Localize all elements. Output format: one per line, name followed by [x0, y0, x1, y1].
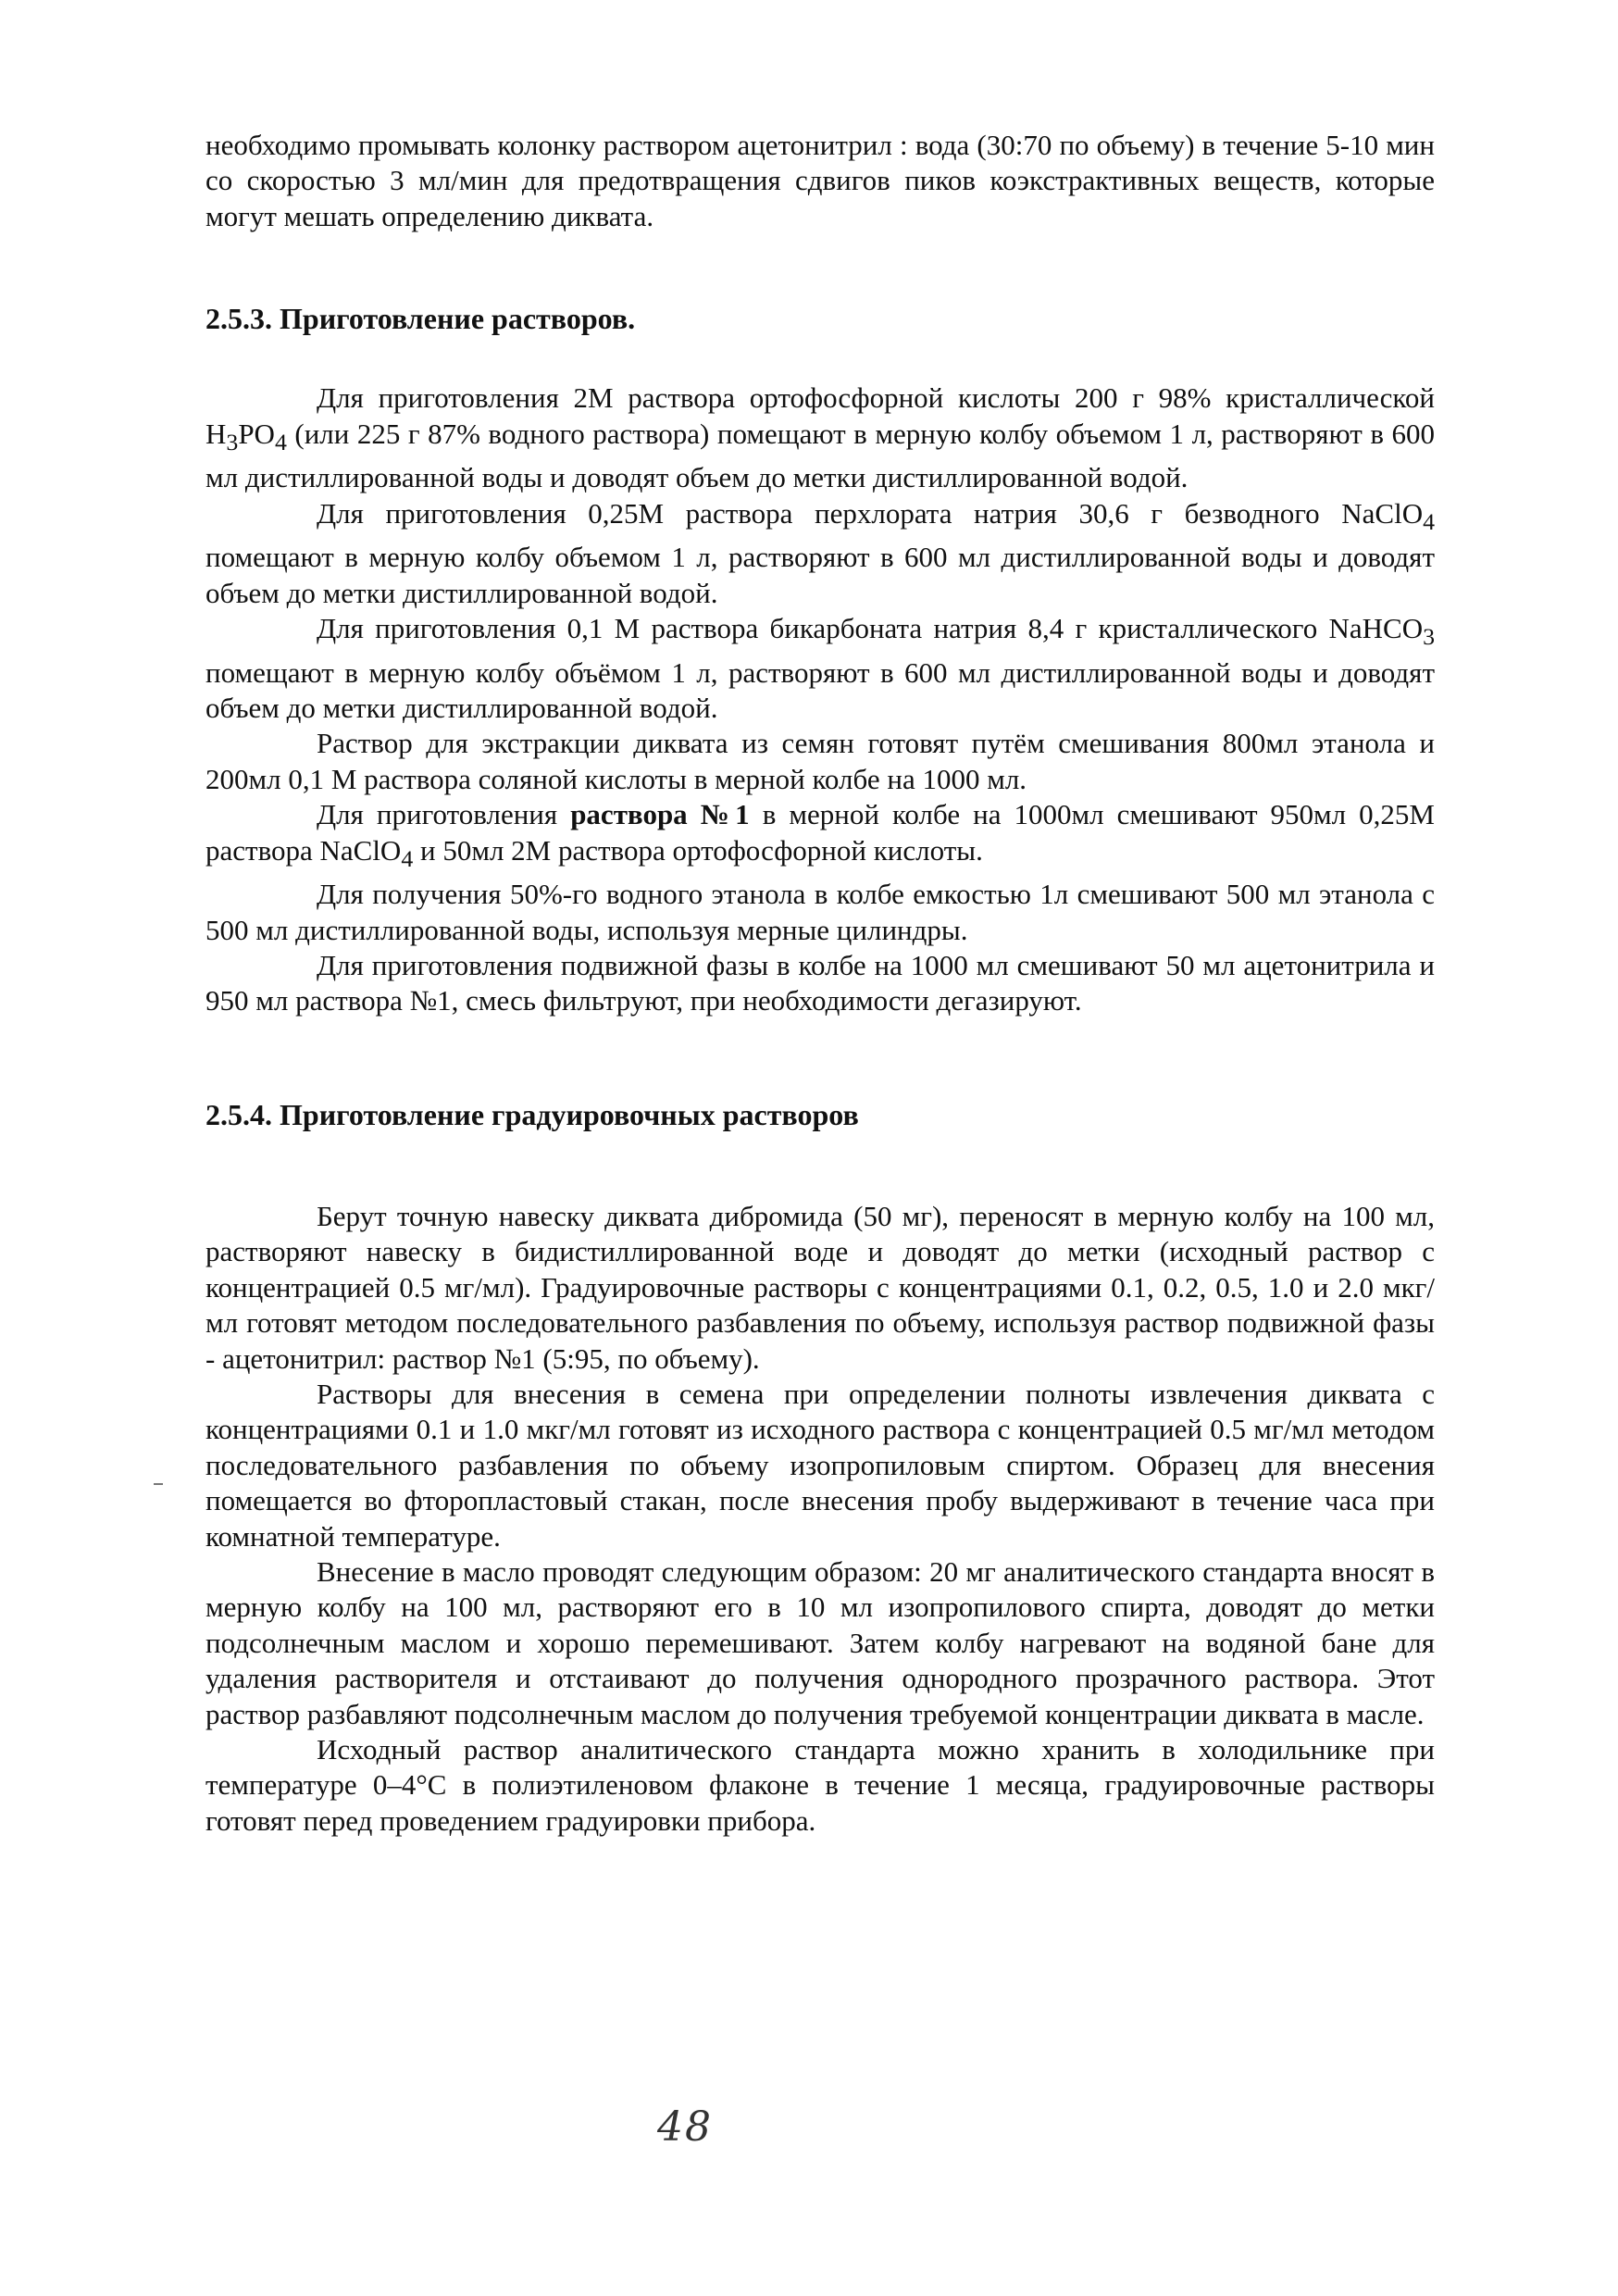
paragraph-stock-solution: Берут точную навеску диквата дибромида (50 мг), переносят в мерную колбу на 100 мл, растворяют навеску в бидистиллированной воде и доводят до метки (исходный раствор с концентрацией 0.5 мг/мл). Градуировочные растворы с концентрациями 0.1, 0.2, 0.5, 1.0 и 2.0 мкг/мл готовят методом последовательного разбавления по объему, используя раствор подвижной фазы - ацетонитрил: раствор №1 (5:95, по объему).	[205, 1199, 1435, 1375]
page-number: 48	[657, 2103, 713, 2151]
paragraph-aqueous-ethanol: Для получения 50%-го водного этанола в колбе емкостью 1л смешивают 500 мл этанола с 500 мл дистиллированной воды, используя мерные цилиндры.	[205, 878, 1435, 946]
paragraph-oil-spiking: Внесение в масло проводят следующим образом: 20 мг аналитического стандарта вносят в мерную колбу на 100 мл, растворяют его в 10 мл изопропилового спирта, доводят до метки подсолнечным маслом и хорошо перемешивают. Затем колбу нагревают на водяной бане для удаления растворителя и отстаивают до получения однородного прозрачного раствора. Этот раствор разбавляют подсолнечным маслом до получения требуемой концентрации диквата в масле.	[205, 1554, 1435, 1730]
scan-mark	[154, 1483, 163, 1485]
section-heading-2-5-4: 2.5.4. Приготовление градуировочных растворов	[205, 1097, 859, 1131]
paragraph-spiking-solutions: Растворы для внесения в семена при определении полноты извлечения диквата с концентрациями 0.1 и 1.0 мкг/мл готовят из исходного раствора с концентрацией 0.5 мг/мл методом последовательного разбавления по объему изопропиловым спиртом. Образец для внесения помещается во фторопластовый стакан, после внесения пробу выдерживают в течение часа при комнатной температуре.	[205, 1377, 1435, 1553]
intro-paragraph: необходимо промывать колонку раствором ацетонитрил : вода (30:70 по объему) в течение 5-10 мин со скоростью 3 мл/мин для предотвращения сдвигов пиков коэкстрактивных веществ, которые могут мешать определению диквата.	[205, 129, 1435, 232]
paragraph-sodium-bicarbonate: Для приготовления 0,1 М раствора бикарбоната натрия 8,4 г кристаллического NaHCO$_3$ помещают в мерную колбу объёмом 1 л, растворяют в 600 мл дистиллированной воды и доводят объем до метки дистиллированной водой.	[205, 612, 1435, 725]
document-body	[205, 128, 1435, 1839]
section-heading-2-5-3: 2.5.3. Приготовление растворов.	[205, 302, 636, 336]
paragraph-sodium-perchlorate: Для приготовления 0,25М раствора перхлората натрия 30,6 г безводного NaClO$_4$ помещают в мерную колбу объемом 1 л, растворяют в 600 мл дистиллированной воды и доводят объем до метки дистиллированной водой.	[205, 496, 1435, 609]
paragraph-phosphoric-acid: Для приготовления 2М раствора ортофосфорной кислоты 200 г 98% кристаллической $H_3PO_4$ (или 225 г 87% водного раствора) помещают в мерную колбу объемом 1 л, растворяют в 600 мл дистиллированной воды и доводят объем до метки дистиллированной водой.	[205, 381, 1435, 494]
paragraph-mobile-phase: Для приготовления подвижной фазы в колбе на 1000 мл смешивают 50 мл ацетонитрила и 950 мл раствора №1, смесь фильтруют, при необходимости дегазируют.	[205, 949, 1435, 1017]
paragraph-storage: Исходный раствор аналитического стандарта можно хранить в холодильнике при температуре 0–4°С в полиэтиленовом флаконе в течение 1 месяца, градуировочные растворы готовят перед проведением градуировки прибора.	[205, 1732, 1435, 1837]
paragraph-extraction-solution: Раствор для экстракции диквата из семян готовят путём смешивания 800мл этанола и 200мл 0,1 М раствора соляной кислоты в мерной колбе на 1000 мл.	[205, 727, 1435, 795]
paragraph-solution-1: Для приготовления раствора №1 в мерной колбе на 1000мл смешивают 950мл 0,25М раствора NaClO$_4$ и 50мл 2М раствора ортофосфорной кислоты.	[205, 798, 1435, 872]
